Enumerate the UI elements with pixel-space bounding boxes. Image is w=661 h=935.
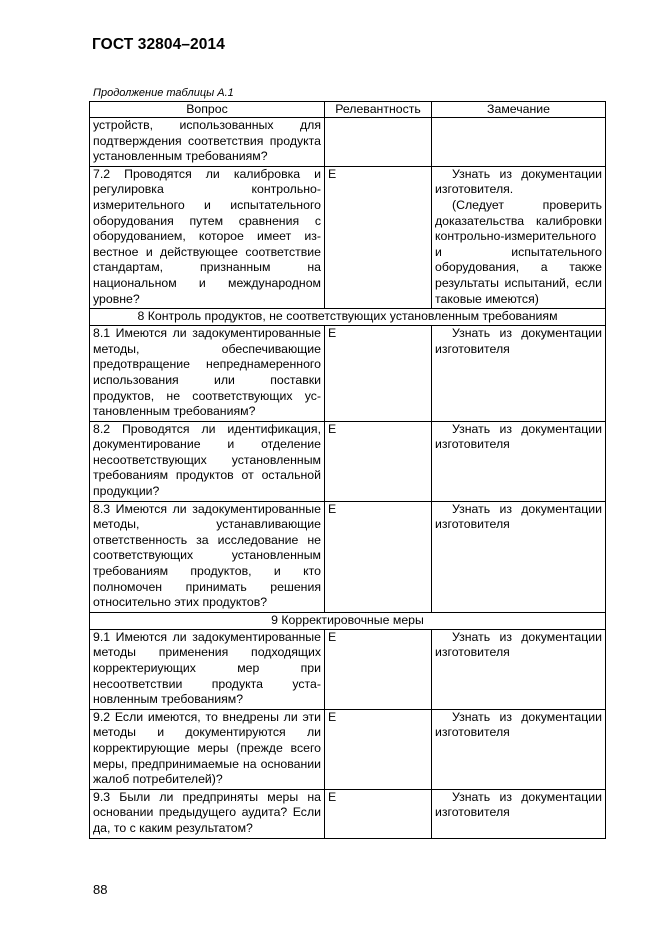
relevance-cell: Е [325,326,432,422]
table-row [90,421,606,501]
section-row [90,612,606,629]
table-row [90,118,606,167]
page-number: 88 [93,882,108,897]
column-header-relevance: Релевантность [325,102,432,118]
note-cell [432,629,606,709]
note-paragraph: Узнать из документации изготовителя [435,709,602,740]
note-paragraph: Узнать из документации изготовителя. [435,166,602,197]
requirements-table [89,101,606,839]
question-cell: устройств, использованных для подтверждения соответствия продукта установленным требованиям? [90,118,325,167]
table-row [90,789,606,838]
question-cell: 9.2 Если имеются, то внедрены ли эти методы и документируются ли корректирующие меры (прежде всего меры, предпринимаемые на основании жалоб потребителей)? [90,709,325,789]
note-paragraph: Узнать из документации изготовителя [435,421,602,452]
note-cell [432,326,606,422]
note-cell [432,789,606,838]
note-cell [432,709,606,789]
note-cell [432,421,606,501]
table-row [90,629,606,709]
relevance-cell: Е [325,789,432,838]
document-code-header: ГОСТ 32804–2014 [92,36,225,53]
question-cell: 8.3 Имеются ли задокументированные методы, устанавливающие ответственность за исследование не соответствующих установленным требованиям продуктов, и кто полномочен принимать решения относительно этих продуктов? [90,501,325,612]
note-paragraph: Узнать из документации изготовителя [435,789,602,820]
relevance-cell [325,118,432,167]
question-cell: 9.1 Имеются ли задокументированные методы применения подходящих корректериующих мер при несоответствии продукта установленным требованиям? [90,629,325,709]
table-row [90,709,606,789]
relevance-cell: Е [325,421,432,501]
question-cell: 8.2 Проводятся ли идентификация, документирование и отделение несоответствующих установленным требованиям продуктов от остальной продукции? [90,421,325,501]
relevance-cell: Е [325,629,432,709]
table-row [90,501,606,612]
column-header-question: Вопрос [90,102,325,118]
question-cell: 7.2 Проводятся ли калибровка и регулировка контрольно-измерительного и испытательного оборудования путем сравнения с оборудованием, которое имеет известное и действующее соответствие стандартам, признанным на национальном и международном уровне? [90,166,325,308]
note-paragraph: Узнать из документации изготовителя [435,501,602,532]
relevance-cell: Е [325,709,432,789]
section-title: 9 Корректировочные меры [90,612,606,629]
note-paragraph: Узнать из документации изготовителя [435,326,602,356]
note-cell [432,118,606,167]
table-row [90,166,606,308]
table-caption: Продолжение таблицы А.1 [93,87,234,99]
section-title: 8 Контроль продуктов, не соответствующих установленным требованиям [90,309,606,326]
relevance-cell: Е [325,166,432,308]
section-row [90,309,606,326]
note-cell [432,501,606,612]
note-cell [432,166,606,308]
note-paragraph: Узнать из документации изготовителя [435,629,602,660]
question-cell: 9.3 Были ли предприняты меры на основании предыдущего аудита? Если да, то с каким результатом? [90,789,325,838]
column-header-note: Замечание [432,102,606,118]
relevance-cell: Е [325,501,432,612]
question-cell: 8.1 Имеются ли задокументированные методы, обеспечивающие предотвращение непреднамеренного использования или поставки продуктов, не соответствующих установленным требованиям? [90,326,325,422]
table-row [90,326,606,422]
table-header-row [90,102,606,118]
note-paragraph: (Следует проверить доказательства калибровки контрольно-измерительного и испытательного оборудования, а также результаты испытаний, если таковые имеются) [435,197,602,306]
